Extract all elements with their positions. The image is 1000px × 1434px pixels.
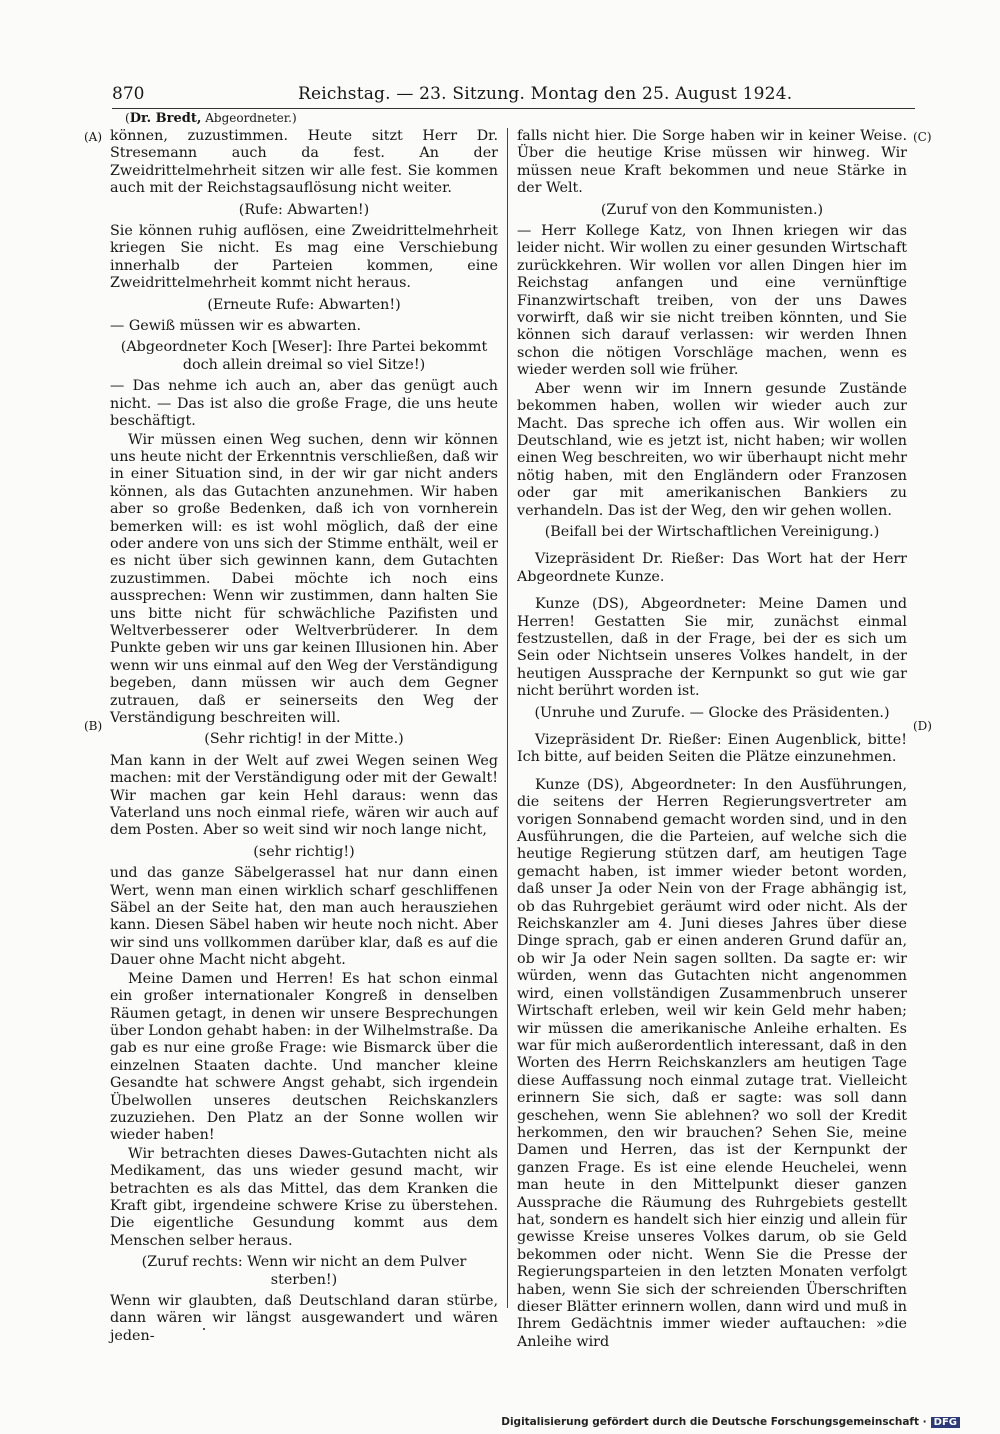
chair-statement: Vizepräsident Dr. Rießer: Einen Augenblick, bitte! Ich bitte, auf beiden Seiten die Plätze einzunehmen. (517, 732, 907, 766)
speech-start: Kunze (DS), Abgeordneter: Meine Damen und Herren! Gestatten Sie mir, zunächst einmal festzustellen, daß in der Frage, bei der es sich um Sein oder Nichtsein unseres Volkes handelt, in der heutigen Aussprache der Kernpunkt so gut wie gar nicht berührt worden ist. (517, 596, 907, 700)
interjection: (Zuruf von den Kommunisten.) (600, 201, 824, 218)
paren-open: ( (125, 111, 130, 125)
paragraph: Wenn wir glaubten, daß Deutschland daran stürbe, dann wären wir längst ausgewandert und wären jeden- (110, 1293, 498, 1344)
digitization-footer (501, 1416, 960, 1428)
paragraph: können, zuzustimmen. Heute sitzt Herr Dr. Stresemann auch da fest. An der Zweidrittelmehrheit sitzen wir alle fest. Sie kommen auch mit der Reichstagsauflösung nicht weiter. (110, 128, 498, 197)
paragraph: falls nicht hier. Die Sorge haben wir in keiner Weise. Über die heutige Krise müssen wir hinweg. Wir müssen neue Kraft bekommen und neue Stärke in der Welt. (517, 128, 907, 197)
page-number: 870 (112, 84, 145, 104)
interjection: (sehr richtig!) (253, 843, 355, 860)
interjection: (Erneute Rufe: Abwarten!) (207, 296, 401, 313)
interjection: (Abgeordneter Koch [Weser]: Ihre Partei bekommt doch allein dreimal so viel Sitze!) (120, 339, 488, 373)
speaker-name: Dr. Bredt, (129, 111, 202, 126)
paragraph: — Gewiß müssen wir es abwarten. (110, 318, 362, 335)
paragraph: — Herr Kollege Katz, von Ihnen kriegen wir das leider nicht. Wir wollen zu einer gesunden Wirtschaft zurückkehren. Wir wollen vor allen Dingen hier im Reichstag anfangen und eine vernünftige Finanzwirtschaft treiben, von der uns Dawes vorwirft, daß wir sie nicht treiben könnten, und Sie können sich darauf verlassen: wir werden Ihnen schon die nötigen Vorschläge machen, wenn es wieder werden soll wie früher. (517, 223, 907, 379)
footer-text: Digitalisierung gefördert durch die Deutsche Forschungsgemeinschaft · (501, 1416, 927, 1428)
chair-statement: Vizepräsident Dr. Rießer: Das Wort hat der Herr Abgeordnete Kunze. (517, 551, 907, 585)
margin-marker-d: (D) (913, 719, 932, 733)
paragraph: Meine Damen und Herren! Es hat schon einmal ein großer internationaler Kongreß in denselben Räumen getagt, in denen wir unsere Besprechungen über London gehabt haben: in der Wilhelmstraße. Da gab es nur eine große Frage: wie Bismarck über die einzelnen Staaten dachte. Und mancher kleine Gesandte hat schwere Angst gehabt, sich irgendein Übelwollen unseres deutschen Reichskanzlers zuzuziehen. Den Platz an der Sonne wollen wir wieder haben! (110, 970, 498, 1144)
dfg-logo: DFG (931, 1417, 960, 1428)
page-header (112, 84, 912, 110)
interjection: (Unruhe und Zurufe. — Glocke des Präsidenten.) (534, 704, 890, 721)
interjection: (Beifall bei der Wirtschaftlichen Vereinigung.) (544, 523, 880, 540)
margin-marker-b: (B) (84, 719, 103, 733)
paragraph: — Das nehme ich auch an, aber das genügt auch nicht. — Das ist also die große Frage, die uns heute beschäftigt. (110, 378, 498, 430)
continued-speaker (125, 111, 297, 126)
header-rule (112, 108, 915, 109)
interjection: (Rufe: Abwarten!) (238, 201, 370, 218)
paragraph: Sie können ruhig auflösen, eine Zweidrittelmehrheit kriegen Sie nicht. Es mag eine Verschiebung innerhalb der Parteien kommen, eine Zweidrittelmehrheit kommt nicht heraus. (110, 223, 498, 292)
interjection: (Zuruf rechts: Wenn wir nicht an dem Pulver sterben!) (141, 1254, 467, 1288)
paragraph: Man kann in der Welt auf zwei Wegen seinen Weg machen: mit der Verständigung oder mit der Gewalt! Wir machen gar kein Hehl daraus: wenn das Vaterland uns noch einmal riefe, wären wir auch auf dem Posten. Aber so weit sind wir noch lange nicht, (110, 752, 498, 839)
left-column (110, 128, 498, 1346)
margin-marker-a: (A) (84, 130, 103, 144)
margin-marker-c: (C) (913, 130, 932, 144)
paragraph: Aber wenn wir im Innern gesunde Zustände bekommen haben, wollen wir wieder auch zur Macht. Das spreche ich offen aus. Wir wollen ein Deutschland, wie es jetzt ist, nicht haben; wir wollen einen Weg beschreiten, wo wir überhaupt nicht mehr nötig haben, mit den Engländern oder Franzosen oder gar mit amerikanischen Bankiers zu verhandeln. Das ist der Weg, den wir gehen wollen. (517, 380, 907, 519)
paragraph: und das ganze Säbelgerassel hat nur dann einen Wert, wenn man einen wirklich scharf geschliffenen Säbel an der Seite hat, den man auch herausziehen kann. Diesen Säbel haben wir heute noch nicht. Aber wir sind uns vollkommen darüber klar, daß es auf die Dauer ohne Macht nicht abgeht. (110, 865, 498, 969)
paragraph: Wir betrachten dieses Dawes-Gutachten nicht als Medikament, das uns wieder gesund macht, wir betrachten es als das Mittel, das dem Kranken die Kraft gibt, irgendeine schwere Krise zu überstehen. Die eigentliche Gesundung kommt aus dem Menschen selber heraus. (110, 1145, 498, 1249)
speaker-role: Abgeordneter.) (205, 111, 297, 125)
right-column (517, 128, 907, 1352)
column-divider (507, 128, 508, 1308)
speech-start: Kunze (DS), Abgeordneter: In den Ausführungen, die seitens der Herren Regierungsvertreter am vorigen Sonnabend gemacht worden sind, und in den Ausführungen, die die Parteien, auf welche sich die heutige Regierung stützen darf, am heutigen Tage gemacht haben, ist immer wieder betont worden, daß unser Ja oder Nein von der Frage abhängig ist, ob das Ruhrgebiet geräumt wird oder nicht. Als der Reichskanzler am 4. Juni dieses Jahres über diese Dinge sprach, gab er einen anderen Grund dafür an, ob wir Ja oder Nein sagen sollten. Da sagte er: wir würden, wenn das Gutachten nicht angenommen wird, einen vollständigen Zusammenbruch unserer Wirtschaft erleben, weil wir kein Geld mehr haben; wir müssen die amerikanische Anleihe erhalten. Es war für mich außerordentlich interessant, daß in den Worten des Herrn Reichskanzlers am heutigen Tage diese Auffassung noch einmal zutage trat. Vielleicht erinnern Sie sich, daß er sagte: was soll dann geschehen, wenn Sie ablehnen? wo soll der Kredit herkommen, den wir brauchen? Sehen Sie, meine Damen und Herren, das ist der Kernpunkt der ganzen Frage. Es ist eine elende Heuchelei, wenn man heute in den Mittelpunkt dieser ganzen Aussprache die Räumung des Ruhrgebiets gestellt hat, sondern es handelt sich hier einzig und allein für gewisse Kreise unseres Volkes darum, ob sie Geld bekommen oder nicht. Wenn Sie die Presse der Regierungsparteien in den letzten Monaten verfolgt haben, wenn Sie sich der schreienden Überschriften dieser Blätter erinnern wollen, dann wird und muß in Ihrem Gedächtnis immer wieder auftauchen: »die Anleihe wird (517, 776, 907, 1350)
running-title: Reichstag. — 23. Sitzung. Montag den 25. August 1924. (298, 84, 793, 104)
paragraph: Wir müssen einen Weg suchen, denn wir können uns heute nicht der Erkenntnis verschließen, daß wir in einer Situation sind, in der wir gar nicht anders können, als das Gutachten anzunehmen. Wir haben aber so große Bedenken, daß ich von vornherein bemerken will: es ist wohl möglich, daß der eine oder andere von uns sich der Stimme enthält, weil er es nicht über sich gewinnen kann, dem Gutachten zuzustimmen. Dabei möchte ich noch eins aussprechen: Wenn wir zustimmen, dann halten Sie uns bitte nicht für schwächliche Pazifisten und Weltverbesserer oder Weltverbrüderer. In dem Punkte geben wir uns gar keinen Illusionen hin. Aber wenn wir uns einmal auf den Weg der Verständigung begeben, dann müssen wir auch dem Gegner zutrauen, daß er seinerseits den Weg der Verständigung beschreiten will. (110, 431, 498, 726)
interjection: (Sehr richtig! in der Mitte.) (204, 731, 404, 748)
print-speck (203, 1328, 205, 1330)
